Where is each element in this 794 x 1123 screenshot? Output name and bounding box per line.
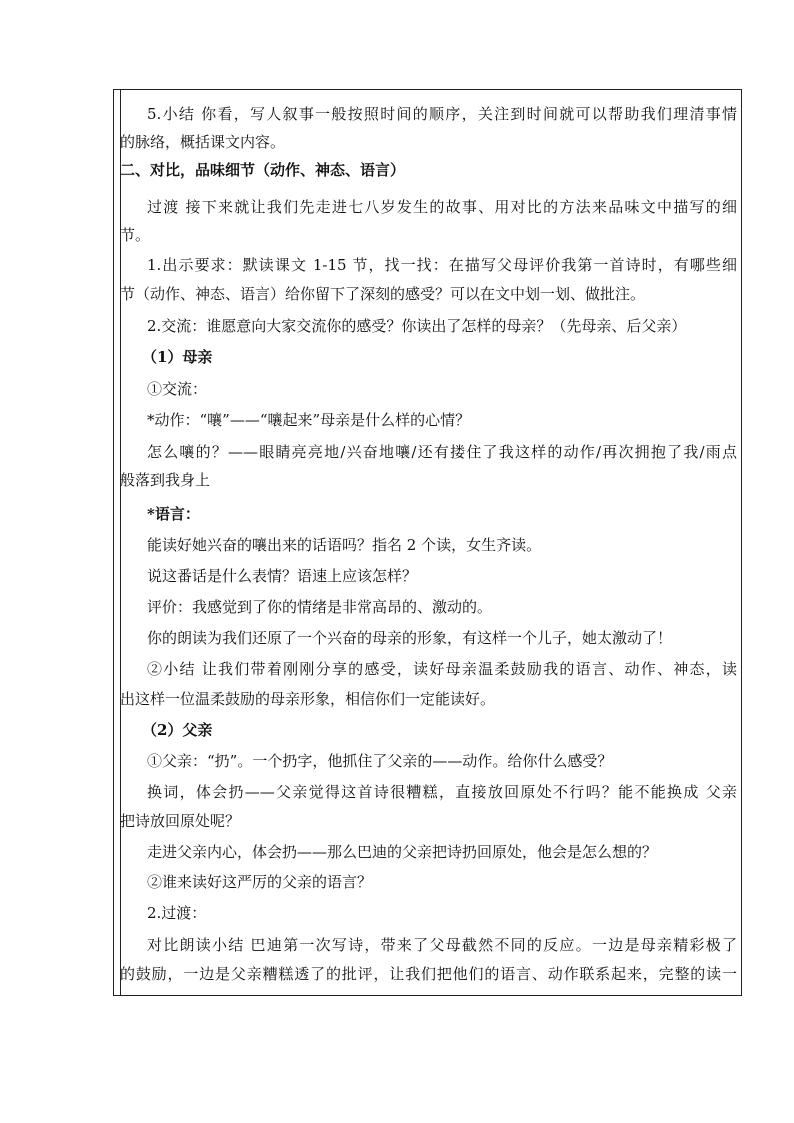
text-line: 的脉络，概括课文内容。 — [120, 133, 286, 151]
text-line: 你的朗读为我们还原了一个兴奋的母亲的形象，有这样一个儿子，她太激动了！ — [147, 629, 673, 647]
text-line: 能读好她兴奋的嚷出来的话语吗？指名 2 个读，女生齐读。 — [147, 536, 542, 554]
section-heading: 二、对比，品味细节（动作、神态、语言） — [120, 161, 406, 179]
text-line: 过渡 接下来就让我们先走进七八岁发生的故事、用对比的方法来品味文中描写的细 — [147, 198, 737, 216]
text-line: 怎么嚷的？——眼睛亮亮地/兴奋地嚷/还有搂住了我这样的动作/再次拥抱了我/雨点 — [147, 443, 737, 461]
text-line: 节。 — [120, 226, 151, 244]
text-line: 2.过渡： — [147, 904, 207, 922]
text-line: ①交流： — [147, 380, 208, 398]
text-line: 出这样一位温柔鼓励的母亲形象，相信你们一定能读好。 — [120, 690, 496, 708]
text-line: *动作：“嚷”——“嚷起来”母亲是什么样的心情？ — [147, 411, 471, 429]
text-line: *语言： — [147, 505, 200, 523]
text-line: 5.小结 你看，写人叙事一般按照时间的顺序，关注到时间就可以帮助我们理清事情 — [147, 105, 737, 123]
lesson-table-cell — [113, 89, 742, 996]
text-line: 的鼓励，一边是父亲糟糕透了的批评，让我们把他们的语言、动作联系起来，完整的读一 — [120, 965, 737, 983]
subheading-mother: （1）母亲 — [142, 348, 213, 366]
text-line: ①父亲：“扔”。一个扔字，他抓住了父亲的——动作。给你什么感受？ — [147, 752, 613, 770]
text-line: 说这番话是什么表情？语速上应该怎样？ — [147, 567, 418, 585]
text-line: 2.交流：谁愿意向大家交流你的感受？你读出了怎样的母亲？（先母亲、后父亲） — [147, 317, 687, 335]
text-line: 节（动作、神态、语言）给你留下了深刻的感受？可以在文中划一划、做批注。 — [120, 285, 646, 303]
subheading-father: （2）父亲 — [142, 721, 213, 739]
text-line: 般落到我身上 — [120, 471, 211, 489]
text-line: 对比朗读小结 巴迪第一次写诗，带来了父母截然不同的反应。一边是母亲精彩极了 — [147, 936, 737, 954]
text-line: 走进父亲内心，体会扔——那么巴迪的父亲把诗扔回原处，他会是怎么想的？ — [147, 843, 658, 861]
text-line: ②谁来读好这严厉的父亲的语言？ — [147, 873, 373, 891]
text-line: ②小结 让我们带着刚刚分享的感受，读好母亲温柔鼓励我的语言、动作、神态，读 — [147, 660, 737, 678]
text-line: 把诗放回原处呢？ — [120, 812, 241, 830]
text-line: 换词，体会扔——父亲觉得这首诗很糟糕，直接放回原处不行吗？能不能换成 父亲 — [147, 783, 737, 801]
text-line: 1.出示要求：默读课文 1-15 节，找一找：在描写父母评价我第一首诗时，有哪些细 — [147, 256, 737, 274]
text-line: 评价：我感觉到了你的情绪是非常高昂的、激动的。 — [147, 598, 493, 616]
